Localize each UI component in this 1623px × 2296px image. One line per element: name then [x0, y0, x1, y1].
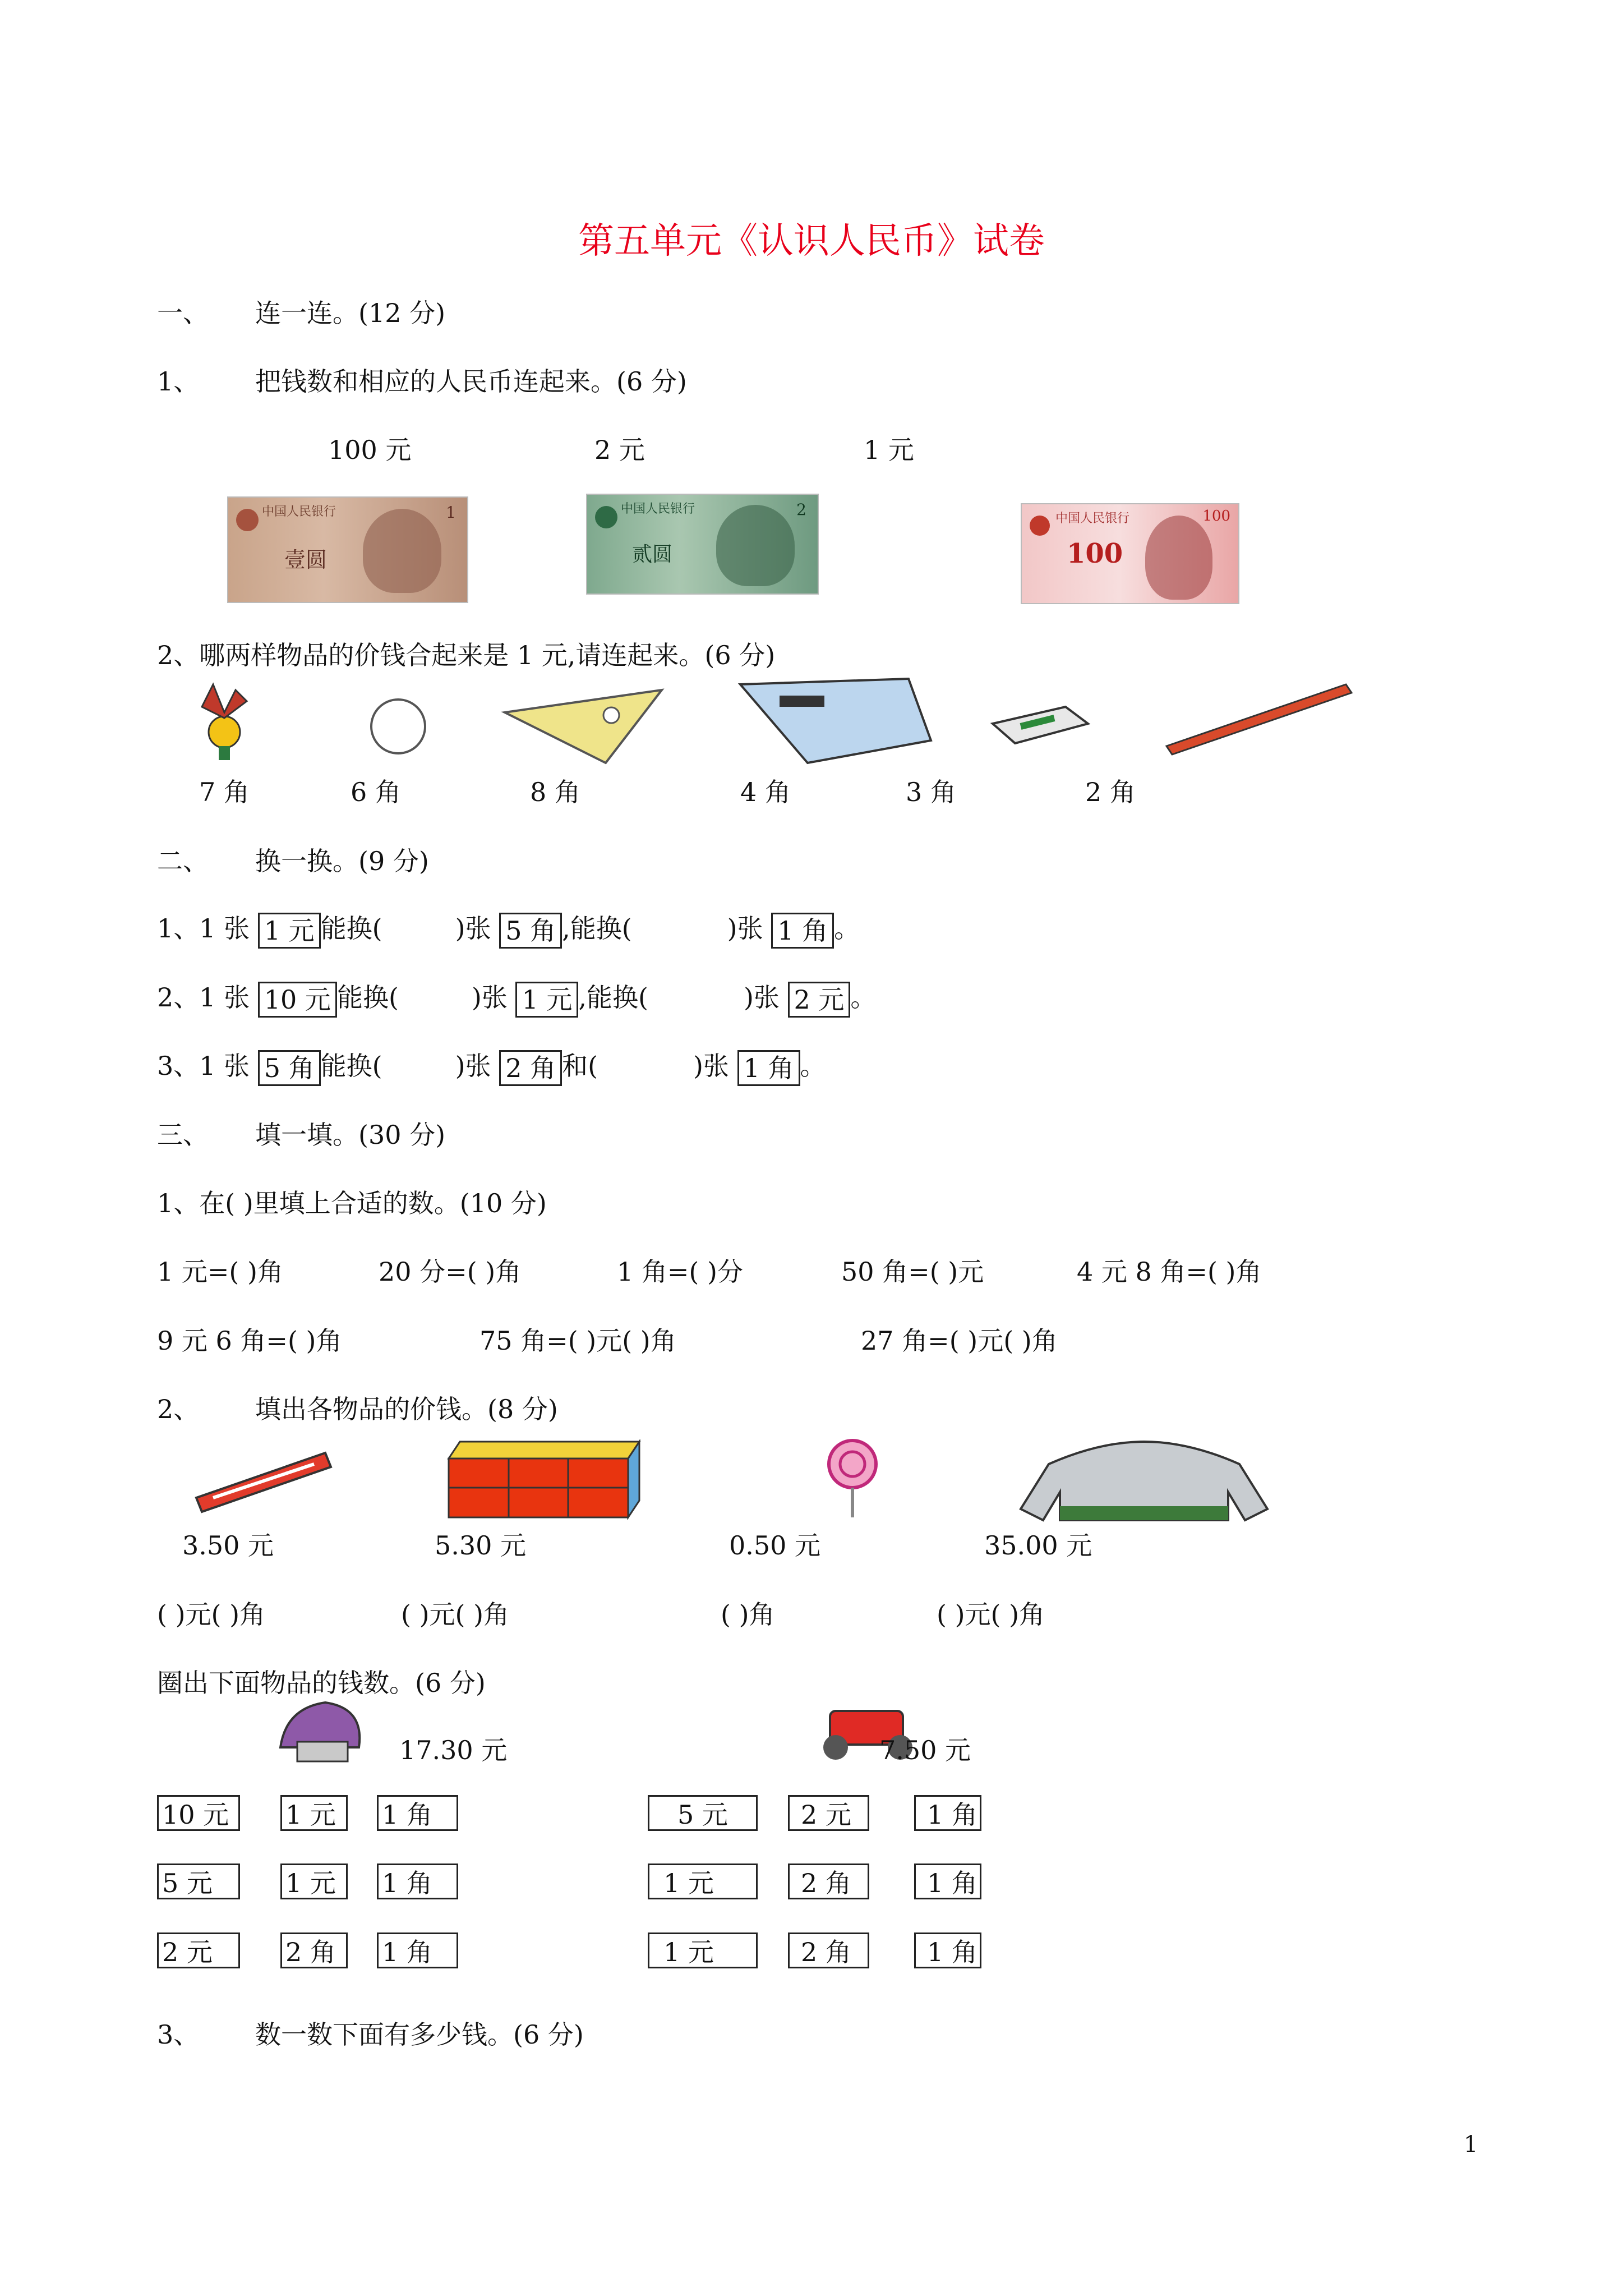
- money-option[interactable]: 1 角: [914, 1932, 981, 1968]
- money-option[interactable]: 2 元: [157, 1932, 240, 1968]
- question-3-text: 数一数下面有多少钱。(6 分): [255, 2019, 584, 2050]
- pencil-case-icon: [196, 1453, 331, 1512]
- question-fill-blanks: 1、在( )里填上合适的数。(10 分): [157, 1188, 547, 1218]
- conversion-item[interactable]: 4 元 8 角=( )角: [1077, 1257, 1262, 1287]
- section-3-number: 三、: [157, 1120, 209, 1150]
- question-2-prices: 填出各物品的价钱。(8 分): [255, 1394, 558, 1424]
- question-2-text: 2、哪两样物品的价钱合起来是 1 元,请连起来。(6 分): [157, 640, 776, 670]
- emblem-icon: [236, 509, 259, 531]
- money-box: 2 元: [788, 982, 851, 1018]
- banknote-corner: 100: [1202, 508, 1230, 524]
- price-17-30: 17.30 元: [399, 1735, 508, 1765]
- banknote-bank-name: 中国人民银行: [621, 502, 695, 516]
- section-1-heading: 连一连。(12 分): [255, 298, 446, 328]
- price-items-row: [191, 1436, 1312, 1520]
- triangle-ruler-icon[interactable]: [505, 690, 662, 763]
- sweater-icon: [1021, 1442, 1267, 1520]
- money-box: 1 角: [737, 1050, 800, 1086]
- money-option[interactable]: 1 元: [280, 1864, 348, 1899]
- price-label: 3 角: [906, 777, 956, 807]
- exchange-row-2: 2、1 张 10 元 能换( )张 1 元 ,能换( )张 2 元 。: [157, 981, 876, 1018]
- banknote-bank-name: 中国人民银行: [1055, 512, 1130, 526]
- circle-question: 圈出下面物品的钱数。(6 分): [157, 1668, 486, 1698]
- money-box: 1 元: [258, 913, 321, 949]
- toy-bag-icon: [280, 1703, 359, 1761]
- question-2-number: 2、: [157, 1394, 200, 1424]
- ball-icon[interactable]: [371, 700, 425, 753]
- money-box: 1 元: [515, 982, 578, 1018]
- answer-blank[interactable]: ( )元( )角: [401, 1599, 510, 1630]
- section-3-heading: 填一填。(30 分): [255, 1120, 446, 1150]
- banknote-face: 壹圆: [284, 547, 328, 572]
- section-1-number: 一、: [157, 298, 209, 328]
- banknote-2-yuan[interactable]: [586, 494, 819, 595]
- money-option[interactable]: 2 角: [788, 1932, 869, 1968]
- money-option[interactable]: 1 角: [914, 1864, 981, 1899]
- banknote-face: 100: [1067, 538, 1123, 569]
- money-option[interactable]: 1 角: [377, 1932, 458, 1968]
- money-option[interactable]: 2 元: [788, 1795, 869, 1831]
- page-title: 第五单元《认识人民币》试卷: [578, 220, 1045, 262]
- money-box: 1 角: [771, 913, 834, 949]
- conversion-item[interactable]: 9 元 6 角=( )角: [157, 1326, 342, 1356]
- amount-2: 2 元: [594, 435, 645, 465]
- money-option[interactable]: 5 元: [157, 1864, 240, 1899]
- conversion-item[interactable]: 20 分=( )角: [379, 1257, 522, 1287]
- section-2-heading: 换一换。(9 分): [255, 846, 429, 876]
- conversion-item[interactable]: 1 角=( )分: [617, 1257, 743, 1287]
- money-option[interactable]: 2 角: [788, 1864, 869, 1899]
- items-row: [168, 673, 1402, 763]
- money-option[interactable]: 10 元: [157, 1795, 240, 1831]
- answer-blank[interactable]: ( )元( )角: [937, 1599, 1045, 1630]
- conversion-item[interactable]: 75 角=( )元( )角: [479, 1326, 676, 1356]
- item-price: 5.30 元: [435, 1530, 527, 1561]
- banknote-100-yuan[interactable]: [1021, 503, 1239, 604]
- item-price: 35.00 元: [984, 1530, 1092, 1561]
- emblem-icon: [1030, 516, 1050, 536]
- money-option[interactable]: 1 角: [914, 1795, 981, 1831]
- money-box: 5 角: [499, 913, 562, 949]
- section-2-number: 二、: [157, 846, 209, 876]
- money-option[interactable]: 1 角: [377, 1795, 458, 1831]
- rubiks-cube-icon: [449, 1442, 639, 1517]
- lollipop-icon: [829, 1441, 876, 1517]
- answer-blank[interactable]: ( )元( )角: [157, 1599, 266, 1630]
- price-7-50: 7.50 元: [879, 1735, 971, 1765]
- banknote-corner: 2: [796, 500, 806, 519]
- price-label: 6 角: [351, 777, 401, 807]
- item-price: 3.50 元: [182, 1530, 274, 1561]
- price-label: 2 角: [1085, 777, 1136, 807]
- money-option[interactable]: 1 元: [280, 1795, 348, 1831]
- answer-blank[interactable]: ( )角: [721, 1599, 775, 1630]
- money-option[interactable]: 2 角: [280, 1932, 348, 1968]
- money-box: 2 角: [499, 1050, 562, 1086]
- item-price: 0.50 元: [729, 1530, 821, 1561]
- portrait-icon: [1145, 516, 1212, 600]
- money-option[interactable]: 5 元: [648, 1795, 758, 1831]
- conversion-item[interactable]: 27 角=( )元( )角: [861, 1326, 1058, 1356]
- page-number: 1: [1464, 2132, 1478, 2157]
- amount-100: 100 元: [328, 435, 412, 465]
- money-option[interactable]: 1 元: [648, 1932, 758, 1968]
- emblem-icon: [595, 506, 617, 528]
- banknote-bank-name: 中国人民银行: [262, 505, 336, 519]
- money-option[interactable]: 1 角: [377, 1864, 458, 1899]
- notebook-icon[interactable]: [740, 679, 931, 763]
- pencil-icon[interactable]: [1166, 684, 1352, 754]
- money-box: 10 元: [258, 982, 337, 1018]
- banknote-1-yuan[interactable]: [227, 496, 468, 603]
- portrait-icon: [716, 505, 795, 586]
- question-1-text: 把钱数和相应的人民币连起来。(6 分): [255, 366, 687, 397]
- banknote-corner: 1: [446, 503, 456, 522]
- exchange-row-1: 1、1 张 1 元 能换( )张 5 角 ,能换( )张 1 角 。: [157, 912, 860, 949]
- price-label: 7 角: [199, 777, 250, 807]
- question-3-number: 3、: [157, 2019, 200, 2050]
- eraser-icon[interactable]: [993, 707, 1088, 743]
- question-1-number: 1、: [157, 366, 200, 397]
- conversion-item[interactable]: 50 角=( )元: [841, 1257, 984, 1287]
- exchange-row-3: 3、1 张 5 角 能换( )张 2 角 和( )张 1 角 。: [157, 1049, 826, 1086]
- amount-1: 1 元: [864, 435, 914, 465]
- price-label: 4 角: [740, 777, 791, 807]
- conversion-item[interactable]: 1 元=( )角: [157, 1257, 283, 1287]
- banknote-face: 贰圆: [632, 543, 673, 566]
- jester-toy-icon[interactable]: [202, 684, 247, 760]
- money-option[interactable]: 1 元: [648, 1864, 758, 1899]
- portrait-icon: [363, 509, 441, 593]
- money-box: 5 角: [258, 1050, 321, 1086]
- price-label: 8 角: [530, 777, 580, 807]
